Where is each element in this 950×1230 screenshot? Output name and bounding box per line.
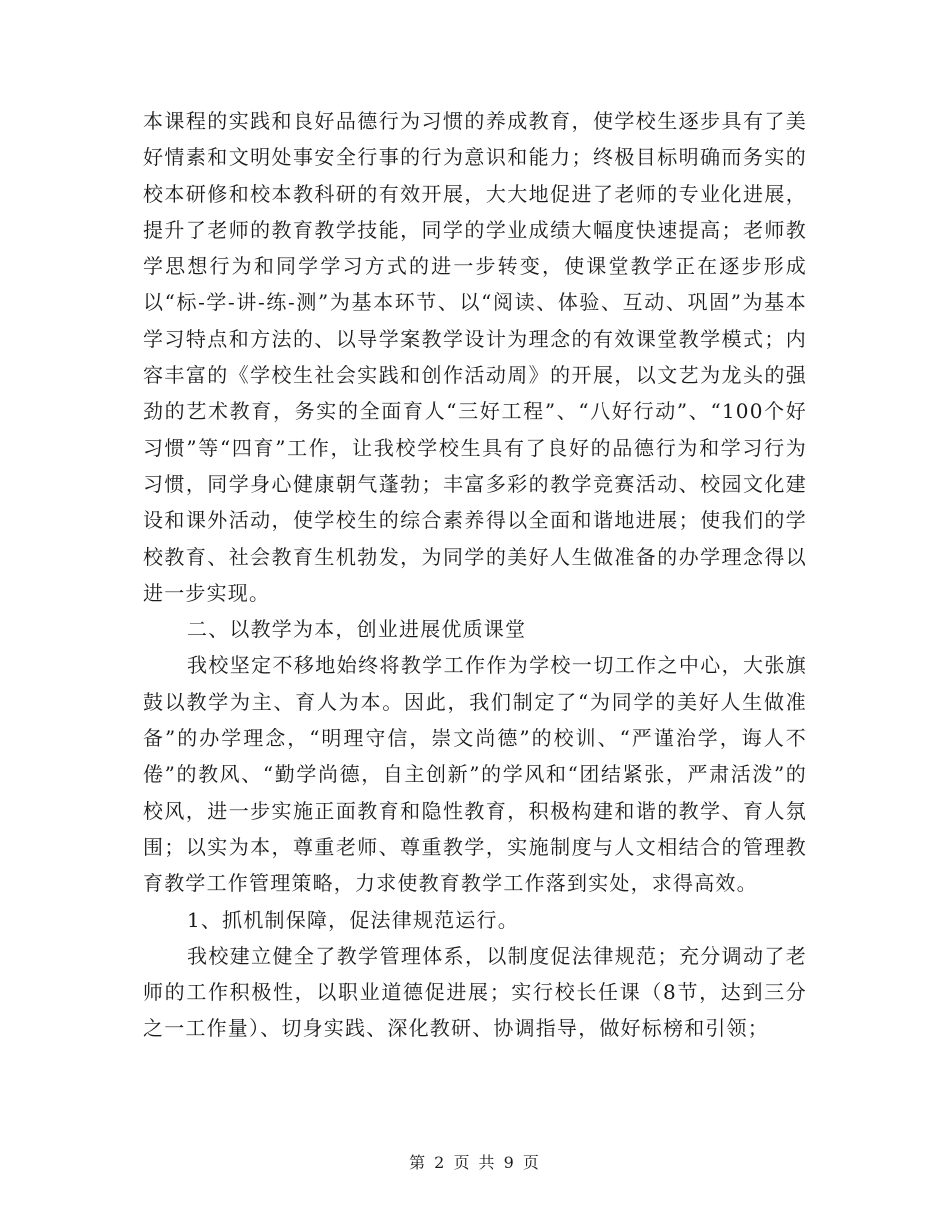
paragraph-5: 我校建立健全了教学管理体系，以制度促法律规范；充分调动了老师的工作积极性，以职业道德促进展；实行校长任课（8节，达到三分之一工作量）、切身实践、深化教研、协调指导，做好标榜和引领； xyxy=(143,943,807,1041)
page-number-footer: 第 2 页 共 9 页 xyxy=(409,1153,541,1172)
document-body xyxy=(143,103,807,1047)
paragraph-1: 本课程的实践和良好品德行为习惯的养成教育，使学校生逐步具有了美好情素和文明处事安全行事的行为意识和能力；终极目标明确而务实的校本研修和校本教科研的有效开展，大大地促进了老师的专业化进展，提升了老师的教育教学技能，同学的学业成绩大幅度快速提高；老师教学思想行为和同学学习方式的进一步转变，使课堂教学正在逐步形成以“标-学-讲-练-测”为基本环节、以“阅读、体验、互动、巩固”为基本学习特点和方法的、以导学案教学设计为理念的有效课堂教学模式；内容丰富的《学校生社会实践和创作活动周》的开展，以文艺为龙头的强劲的艺术教育，务实的全面育人“三好工程”、“八好行动”、“100个好习惯”等“四育”工作，让我校学校生具有了良好的品德行为和学习行为习惯，同学身心健康朝气蓬勃；丰富多彩的教学竞赛活动、校园文化建设和课外活动，使学校生的综合素养得以全面和谐地进展；使我们的学校教育、社会教育生机勃发，为同学的美好人生做准备的办学理念得以进一步实现。 xyxy=(143,109,807,605)
subsection-heading-1: 1、抓机制保障，促法律规范运行。 xyxy=(187,907,519,932)
section-heading-2: 二、以教学为本，创业进展优质课堂 xyxy=(187,617,527,642)
paragraph-3: 我校坚定不移地始终将教学工作作为学校一切工作之中心，大张旗鼓以教学为主、育人为本。因此，我们制定了“为同学的美好人生做准备”的办学理念，“明理守信，崇文尚德”的校训、“严谨治学，诲人不倦”的教风、“勤学尚德，自主创新”的学风和“团结紧张，严肃活泼”的校风，进一步实施正面教育和隐性教育，积极构建和谐的教学、育人氛围；以实为本，尊重老师、尊重教学，实施制度与人文相结合的管理教育教学工作管理策略，力求使教育教学工作落到实处，求得高效。 xyxy=(143,653,807,896)
